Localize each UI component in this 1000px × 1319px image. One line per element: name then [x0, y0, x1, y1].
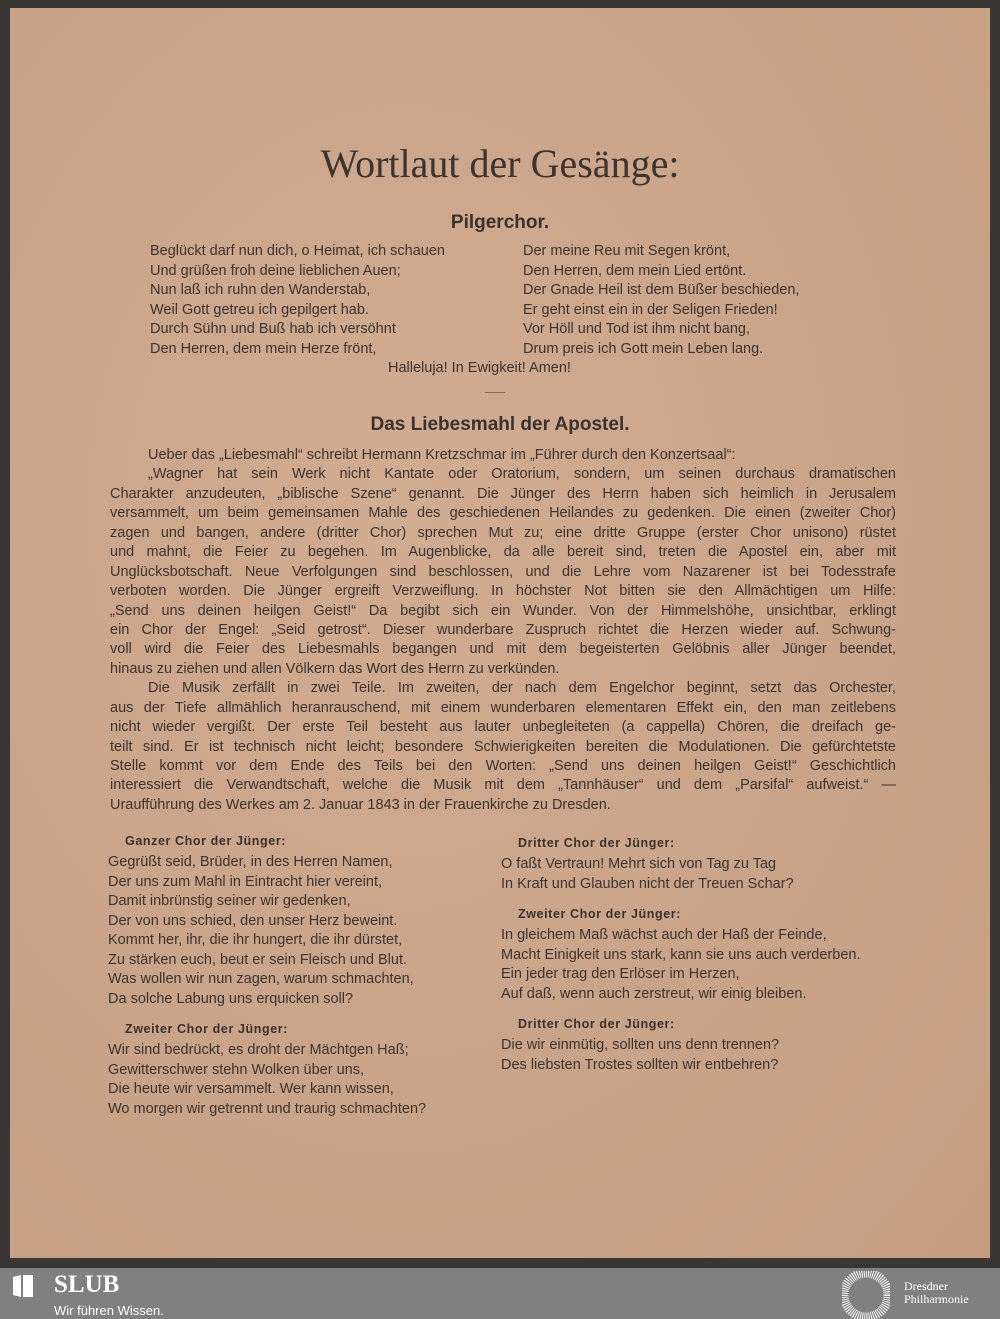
text-line: „Send uns deinen heilgen Geist!“ Da begibt sich ein Wunder. Von der Himmelshöhe, unsichtbar, erklingt — [110, 602, 896, 619]
text-line: Wir sind bedrückt, es droht der Mächtgen Haß; — [108, 1042, 409, 1058]
text-line: Auf daß, wenn auch zerstreut, wir einig bleiben. — [501, 985, 807, 1002]
pilgerchor-left-verse — [150, 242, 445, 359]
text-line: Was wollen wir nun zagen, warum schmachten, — [108, 971, 414, 987]
slub-book-icon — [12, 1274, 34, 1298]
text-line: nicht wieder vergißt. Der erste Teil besteht aus lauter unbegleiteten (a cappella) Chören, die dreifach ge- — [110, 719, 896, 736]
text-line: teilt sind. Er ist technisch nicht leicht; besondere Schwierigkeiten bereiten die Modulationen. Die gefürchtetste — [110, 738, 896, 755]
text-line: Drum preis ich Gott mein Leben lang. — [523, 340, 764, 357]
choir-heading: Zweiter Chor der Jünger: — [125, 1022, 289, 1036]
text-line: Durch Sühn und Buß hab ich versöhnt — [150, 321, 396, 337]
text-line: Der Gnade Heil ist dem Büßer beschieden, — [523, 282, 800, 298]
choirs-right-column — [501, 833, 901, 1075]
choir-heading: Zweiter Chor der Jünger: — [518, 907, 682, 921]
text-line: Der von uns schied, den unser Herz beweint. — [108, 912, 398, 929]
text-line: Stelle kommt vor dem Ende des Teils bei den Worten: „Send uns deinen heilgen Geist!“ Geschichtlich — [110, 758, 896, 774]
pilgerchor-closing: Halleluja! In Ewigkeit! Amen! — [388, 360, 571, 376]
text-line: Zu stärken euch, beut er sein Fleisch und Blut. — [108, 951, 408, 968]
text-line: ein Chor der Engel: „Seid getrost“. Dieser wunderbare Zuspruch richtet die Herzen wieder auf. Schwung- — [110, 621, 896, 638]
text-line: Den Herren, dem mein Lied ertönt. — [523, 262, 747, 279]
text-line: verboten worden. Die Jünger ergreift Verzweiflung. In höchster Not bitten sie den Allmächtigen um Hilfe: — [110, 583, 896, 600]
text-line: Nun laß ich ruhn den Wanderstab, — [150, 282, 371, 298]
text-line: In gleichem Maß wächst auch der Haß der Feinde, — [501, 927, 827, 943]
slub-logo-text[interactable]: SLUB — [54, 1271, 120, 1298]
text-line: Den Herren, dem mein Herze frönt, — [150, 340, 377, 357]
text-line: Und grüßen froh deine lieblichen Auen; — [150, 262, 401, 279]
text-line: O faßt Vertraun! Mehrt sich von Tag zu Tag — [501, 856, 777, 872]
text-line: zagen und bangen, andere (dritter Chor) sprechen Mut zu; eine dritte Gruppe (erster Chor unisono) rüstet — [110, 524, 896, 541]
slub-slogan: Wir führen Wissen. — [54, 1303, 164, 1318]
philharmonie-logo-icon[interactable] — [842, 1271, 890, 1319]
choirs-left-column — [108, 831, 488, 1119]
text-line: Die heute wir versammelt. Wer kann wissen, — [108, 1081, 394, 1097]
text-line: Des liebsten Trostes sollten wir entbehren? — [501, 1056, 779, 1073]
text-line: Beglückt darf nun dich, o Heimat, ich schauen — [150, 243, 445, 259]
text-line: Die Musik zerfällt in zwei Teile. Im zweiten, der nach dem Engelchor beginnt, setzt das Orchester, — [148, 680, 896, 697]
text-line: Unglücksbotschaft. Neue Verfolgungen sind beschlossen, und die Lehre vom Nazarener ist bei Todesstrafe — [110, 563, 896, 580]
liebesmahl-heading: Das Liebesmahl der Apostel. — [370, 414, 630, 435]
text-line: Ein jeder trag den Erlöser im Herzen, — [501, 966, 740, 982]
text-line: hinaus zu ziehen und allen Völkern das Wort des Herrn zu verkünden. — [110, 660, 560, 677]
page-title: Wortlaut der Gesänge: — [320, 141, 680, 186]
liebesmahl-description — [110, 446, 896, 815]
text-line: In Kraft und Glauben nicht der Treuen Schar? — [501, 875, 794, 892]
text-line: Charakter anzudeuten, „biblische Szene“ genannt. Die Jünger des Herrn haben sich heimlich in Jerusalem — [110, 485, 896, 502]
text-line: aus der Tiefe allmählich heranrauschend, mit einem wunderbaren elementaren Effekt ein, den man zeitlebens — [110, 699, 896, 716]
text-line: „Wagner hat sein Werk nicht Kantate oder Oratorium, sondern, um seinen durchaus dramatischen — [148, 466, 896, 483]
text-line: Da solche Labung uns erquicken soll? — [108, 990, 354, 1007]
text-line: Vor Höll und Tod ist ihm nicht bang, — [523, 321, 751, 337]
divider — [485, 392, 505, 393]
text-line: Die wir einmütig, sollten uns denn trennen? — [501, 1037, 780, 1053]
text-line: versammelt, um beim gemeinsamen Mahle des geschiedenen Heilandes zu gedenken. Die einen (zweiter Chor) — [110, 505, 896, 522]
text-line: und mahnt, die Feier zu begehen. Im Augenblicke, da alle bereit sind, treten die Apostel ein, aber mit — [110, 544, 896, 561]
text-line: Er geht einst ein in der Seligen Frieden! — [523, 301, 778, 318]
text-line: Wo morgen wir getrennt und traurig schmachten? — [108, 1100, 427, 1117]
text-line: voll wird die Feier des Liebesmahls begangen und mit dem begeisterten Gelöbnis aller Jünger beendet, — [110, 641, 896, 658]
pilgerchor-heading: Pilgerchor. — [450, 212, 550, 233]
text-line: Kommt her, ihr, die ihr hungert, die ihr dürstet, — [108, 932, 403, 948]
choir-heading: Dritter Chor der Jünger: — [518, 1017, 675, 1031]
text-line: Gegrüßt seid, Brüder, in des Herren Namen, — [108, 854, 393, 870]
choir-heading: Dritter Chor der Jünger: — [518, 836, 675, 850]
choir-heading: Ganzer Chor der Jünger: — [125, 834, 287, 848]
text-line: interessiert die Verwandtschaft, welche die Musik mit dem „Tannhäuser“ und dem „Parsifal“ aufweist.“ — — [110, 777, 896, 794]
text-line: Macht Einigkeit uns stark, kann sie uns auch verderben. — [501, 946, 861, 963]
pilgerchor-right-verse — [523, 242, 799, 359]
text-line: Damit inbrünstig seiner wir gedenken, — [108, 893, 351, 909]
text-line: Ueber das „Liebesmahl“ schreibt Hermann Kretzschmar im „Führer durch den Konzertsaal“: — [148, 447, 736, 463]
footer-bar — [0, 1268, 1000, 1319]
text-line: Weil Gott getreu ich gepilgert hab. — [150, 301, 369, 318]
text-line: Der uns zum Mahl in Eintracht hier vereint, — [108, 873, 382, 890]
text-line: Uraufführung des Werkes am 2. Januar 1843 in der Frauenkirche zu Dresden. — [110, 796, 611, 813]
partner-name: Dresdner Philharmonie — [904, 1279, 969, 1306]
text-line: Der meine Reu mit Segen krönt, — [523, 243, 731, 259]
text-line: Gewitterschwer stehn Wolken über uns, — [108, 1061, 365, 1078]
